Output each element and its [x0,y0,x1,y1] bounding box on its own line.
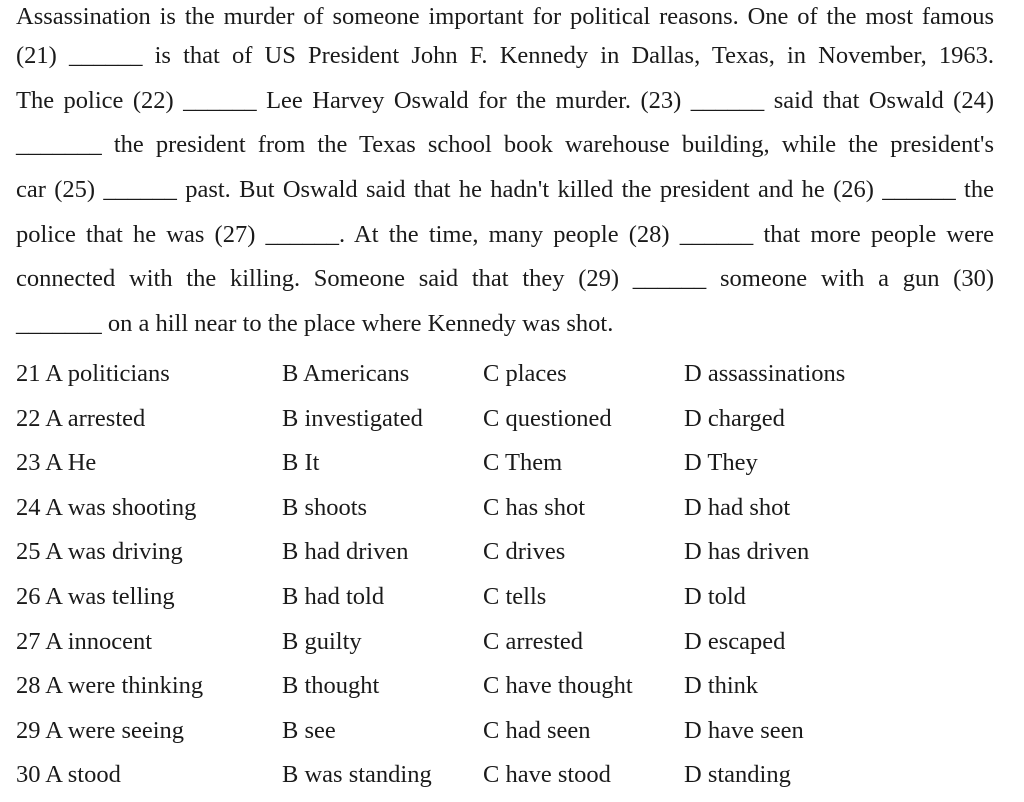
option-a: 28 A were thinking [16,672,204,700]
option-c: C have thought [483,672,633,700]
option-c: C has shot [483,493,586,521]
option-c: C arrested [483,627,583,655]
option-d: D has driven [684,538,810,566]
passage-line: _______ the president from the Texas school book warehouse building, while the president's [16,131,994,159]
option-b: B Americans [282,360,410,387]
passage-line: connected with the killing. Someone said that they (29) ______ someone with a gun (30) [16,265,994,293]
option-d: D They [684,449,758,477]
option-a: 29 A were seeing [16,716,185,744]
passage-line: Assassination is the murder of someone important for political reasons. One of the most famous [16,3,994,30]
option-c: C drives [483,538,566,566]
option-a: 22 A arrested [16,404,146,432]
passage-line: (21) ______ is that of US President John F. Kennedy in Dallas, Texas, in November, 1963. [16,42,994,69]
option-c: C Them [483,449,563,477]
option-d: D told [684,582,746,610]
option-d: D escaped [684,627,786,655]
option-a: 21 A politicians [16,360,170,387]
question-row [16,753,1016,798]
question-row [16,486,1016,531]
answer-options [16,352,1016,798]
option-c: C had seen [483,716,591,744]
question-row [16,620,1016,665]
option-b: B had driven [282,538,409,566]
option-b: B investigated [282,404,423,432]
question-row [16,352,1016,397]
option-d: D had shot [684,493,791,521]
option-c: C places [483,360,567,387]
option-a: 25 A was driving [16,538,183,566]
option-d: D have seen [684,716,804,744]
question-row [16,709,1016,754]
option-d: D charged [684,404,785,432]
cloze-passage [16,0,994,351]
option-b: B guilty [282,627,362,655]
passage-line: car (25) ______ past. But Oswald said that he hadn't killed the president and he (26) ______ the [16,176,994,204]
option-c: C tells [483,582,547,610]
option-c: C have stood [483,761,611,789]
question-row [16,664,1016,709]
option-c: C questioned [483,404,612,432]
option-d: D think [684,672,759,700]
option-a: 27 A innocent [16,627,153,655]
option-b: B It [282,449,320,477]
question-row [16,530,1016,575]
option-b: B thought [282,672,380,700]
passage-line: _______ on a hill near to the place where Kennedy was shot. [16,310,614,338]
option-a: 30 A stood [16,761,121,789]
option-b: B was standing [282,761,432,789]
question-row [16,397,1016,442]
option-a: 24 A was shooting [16,493,197,521]
option-d: D assassinations [684,360,846,387]
question-row [16,441,1016,486]
option-b: B see [282,716,336,744]
passage-line: The police (22) ______ Lee Harvey Oswald for the murder. (23) ______ said that Oswald (24) [16,86,994,114]
question-row [16,575,1016,620]
option-d: D standing [684,761,791,789]
option-a: 26 A was telling [16,582,175,610]
option-b: B shoots [282,493,368,521]
option-b: B had told [282,582,385,610]
passage-line: police that he was (27) ______. At the time, many people (28) ______ that more people were [16,220,994,248]
option-a: 23 A He [16,449,97,477]
